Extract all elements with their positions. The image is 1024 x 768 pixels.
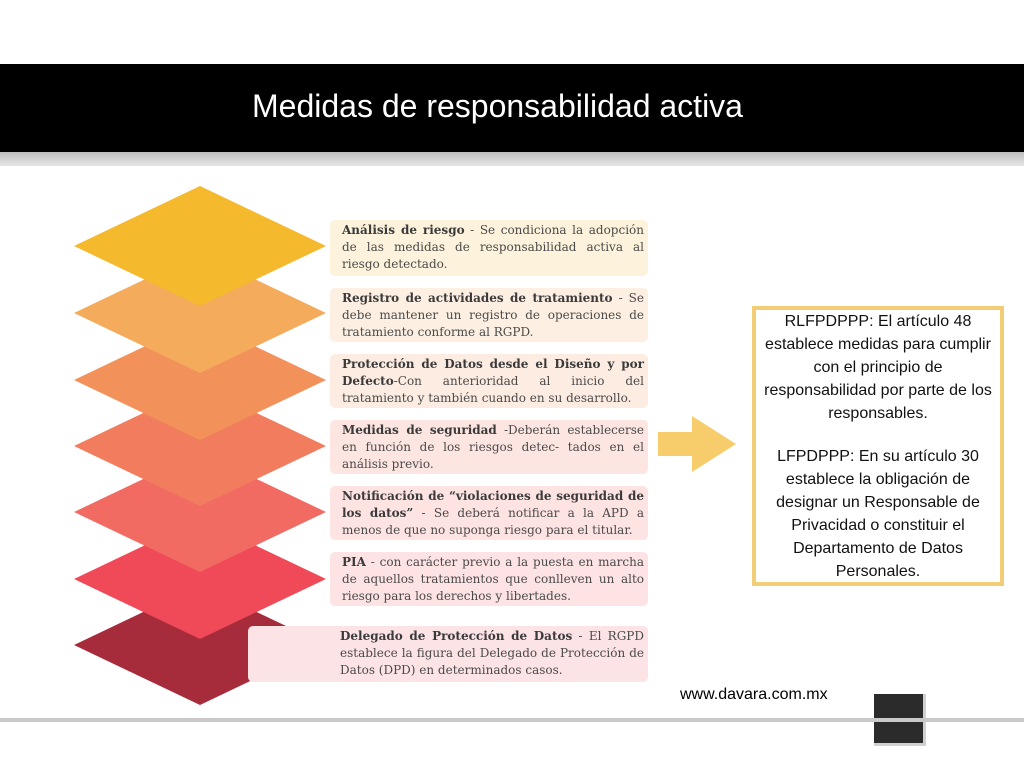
step-card — [248, 626, 648, 682]
info-paragraph-lfpdppp: LFPDPPP: En su artículo 30 establece la obligación de designar un Responsable de Privacidad o constituir el Departamento de Datos Personales. — [776, 448, 980, 580]
website-url: www.davara.com.mx — [680, 686, 828, 703]
step-description: - El RGPD establece la figura del Delegado de Protección de Datos (DPD) en determinados casos. — [340, 629, 644, 677]
step-term: Notificación de “violaciones de seguridad de los datos” — [342, 489, 644, 520]
step-description: - Se debe mantener un registro de operaciones de tratamiento conforme al RGPD. — [342, 291, 644, 339]
step-term: Análisis de riesgo — [342, 223, 465, 237]
step-term: Protección de Datos desde el Diseño y por Defecto — [342, 357, 644, 388]
step-description: - con carácter previo a la puesta en marcha de aquellos tratamientos que conlleven un alto riesgo para los derechos y libertades. — [342, 555, 644, 603]
step-term: Medidas de seguridad — [342, 423, 497, 437]
page-title: Medidas de responsabilidad activa — [252, 88, 743, 124]
right-arrow-icon — [658, 416, 738, 472]
info-paragraph-rlfpdppp: RLFPDPPP: El artículo 48 establece medidas para cumplir con el principio de responsabilidad por parte de los responsables. — [764, 313, 992, 422]
step-term: PIA — [342, 555, 366, 569]
step-card — [330, 288, 648, 342]
step-term: Delegado de Protección de Datos — [340, 629, 573, 643]
layer-diamond — [74, 186, 326, 306]
step-card — [330, 420, 648, 474]
step-description: - Se condiciona la adopción de las medidas de responsabilidad activa al riesgo detectado. — [342, 223, 644, 271]
step-description: - Se deberá notificar a la APD a menos de que no suponga riesgo para el titular. — [342, 506, 644, 537]
step-description: -Deberán establecerse en función de los riesgos detec- tados en el análisis previo. — [342, 423, 644, 471]
bottom-divider — [0, 718, 1024, 722]
info-box — [752, 306, 1004, 586]
step-card — [330, 486, 648, 540]
step-term: Registro de actividades de tratamiento — [342, 291, 613, 305]
step-card — [330, 552, 648, 606]
step-card — [330, 220, 648, 276]
step-description: -Con anterioridad al inicio del tratamiento y también cuando en su desarrollo. — [342, 374, 644, 405]
step-card — [330, 354, 648, 408]
